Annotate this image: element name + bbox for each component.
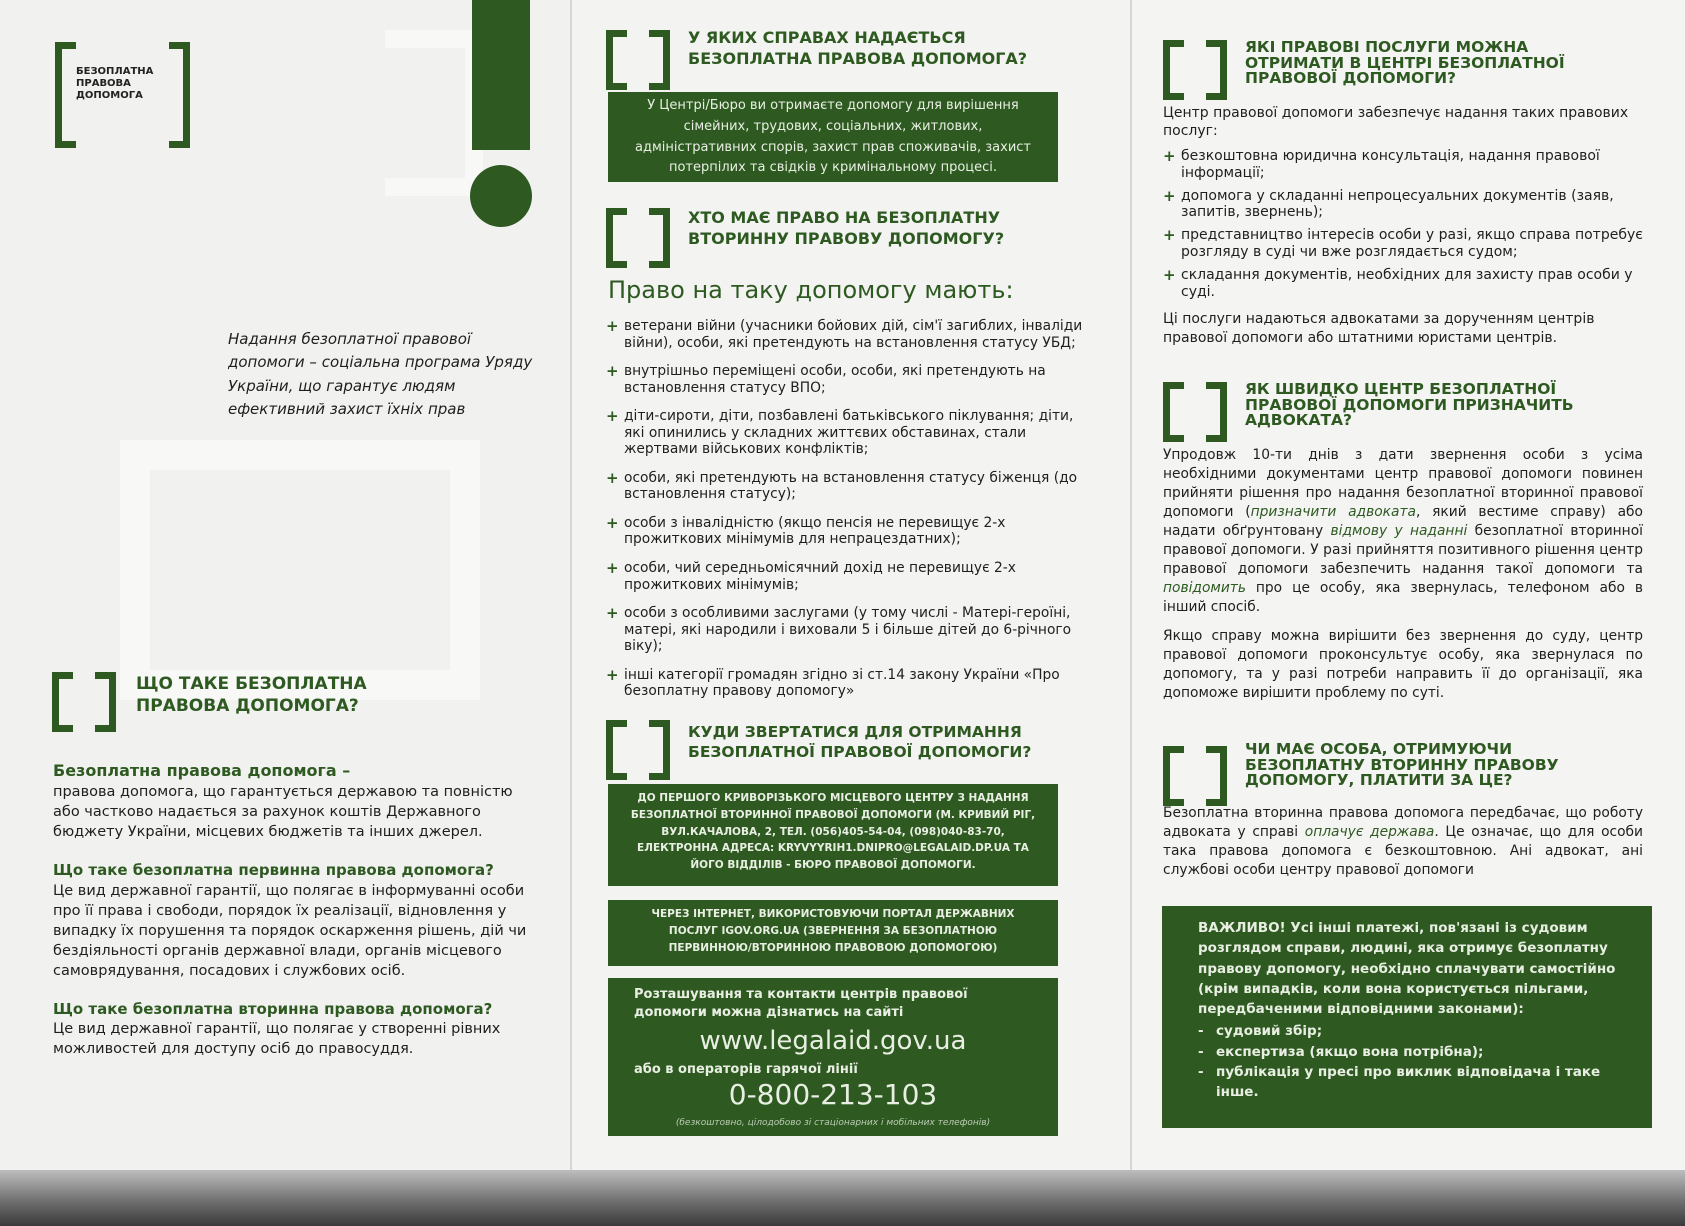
services-list-item: + складання документів, необхідних для захисту прав особи у суді. (1163, 267, 1643, 301)
hotline-note: (безкоштовно, цілодобово зі стаціонарних і мобільних телефонів) (675, 1118, 991, 1128)
pay-heading-line-1: ЧИ МАЄ ОСОБА, ОТРИМУЮЧИ (1245, 740, 1513, 758)
exclamation-dot (470, 165, 532, 227)
primary-aid-question: Що таке безоплатна первинна правова допомога? (53, 861, 494, 880)
pay-body (1163, 804, 1643, 880)
important-item-text: публікація у пресі про виклик відповідача і таке інше. (1216, 1063, 1601, 1100)
where-heading (688, 724, 1031, 761)
who-heading-line-2: ВТОРИННУ ПРАВОВУ ДОПОМОГУ? (688, 228, 1005, 248)
who-list-item: + особи, чий середньомісячний дохід не перевищує 2-х прожиткових мінімумів; (606, 560, 1091, 593)
logo (55, 42, 190, 134)
services-list-item: + представництво інтересів особи у разі, якщо справа потребує розгляду в суді чи вже розглядається судом; (1163, 227, 1643, 261)
section-bracket-cases (606, 30, 670, 76)
important-list-item: - експертиза (якщо вона потрібна); (1198, 1043, 1484, 1060)
cases-heading (688, 30, 1027, 68)
what-is-heading (136, 676, 367, 716)
services-intro: Центр правової допомоги забезпечує надання таких правових послуг: (1163, 105, 1629, 140)
who-list-item: + внутрішньо переміщені особи, особи, які претендують на встановлення статусу ВПО; (606, 363, 1091, 396)
where-box-online: ЧЕРЕЗ ІНТЕРНЕТ, ВИКОРИСТОВУЮЧИ ПОРТАЛ ДЕРЖАВНИХ ПОСЛУГ IGOV.ORG.UA (ЗВЕРНЕННЯ ЗА БЕЗОПЛАТНОЮ ПЕРВИННОЮ/ВТОРИННОЮ ПРАВОВОЮ ДОПОМОГОЮ) (608, 900, 1058, 966)
how-fast-text: безоплатної вторинної правової допомоги. У разі прийняття позитивного рішення центр правової допомоги забезпечить надання такої допомоги та (1163, 523, 1643, 578)
secondary-aid-question: Що таке безоплатна вторинна правова допомога? (53, 999, 493, 1018)
pay-text: Безоплатна вторинна правова допомога передбачає, що роботу адвоката у справі (1163, 805, 1643, 841)
pay-heading-line-3: ДОПОМОГУ, ПЛАТИТИ ЗА ЦЕ? (1245, 771, 1513, 789)
how-fast-heading-line-1: ЯК ШВИДКО ЦЕНТР БЕЗОПЛАТНОЇ (1245, 380, 1557, 398)
ghost-bracket-decor-top (385, 30, 483, 196)
what-is-heading-line-2: ПРАВОВА ДОПОМОГА? (136, 695, 359, 716)
logo-line-2: ПРАВОВА (76, 78, 131, 89)
what-is-heading-line-1: ЩО ТАКЕ БЕЗОПЛАТНА (136, 674, 367, 694)
how-fast-heading (1245, 382, 1574, 429)
services-heading (1245, 40, 1565, 87)
who-list (606, 318, 1091, 712)
how-fast-emphasis: призначити адвоката (1250, 504, 1416, 521)
services-list (1163, 148, 1643, 306)
how-fast-emphasis: повідомить (1163, 580, 1246, 597)
section-bracket-how-fast (1163, 382, 1227, 428)
who-list-item: + діти-сироти, діти, позбавлені батьківського піклування; діти, які опинились у складних життєвих обставинах, стали жертвами військових конфліктів; (606, 408, 1091, 458)
fold-line (570, 0, 572, 1190)
who-list-item: + особи, які претендують на встановлення статусу біженця (до встановлення статусу); (606, 470, 1091, 503)
services-heading-line-2: ОТРИМАТИ В ЦЕНТРІ БЕЗОПЛАТНОЇ (1245, 53, 1565, 72)
primary-aid-answer: Це вид державної гарантії, що полягає в інформуванні особи про її права і свободи, порядок їх реалізації, відновлення у випадку їх порушення та порядок оскарження рішень, дій чи бездіяльності органів державної влади, органів місцевого самоврядування, посадових і службових осіб. (53, 882, 527, 979)
website-link[interactable]: www.legalaid.gov.ua (699, 1026, 967, 1056)
how-fast-text: Упродовж 10-ти днів з дати звернення особи з усіма необхідними документами центр правової допомоги повинен прийняти рішення про надання безоплатної вторинної правової допомоги ( (1163, 447, 1643, 521)
who-list-item: + особи з особливими заслугами (у тому числі - Матері-героїні, матері, які народили і виховали 5 і більше дітей до 6-річного віку); (606, 605, 1091, 655)
who-list-item: + особи з інвалідністю (якщо пенсія не перевищує 2-х прожиткових мінімумів для непрацездатних); (606, 515, 1091, 548)
how-fast-heading-line-2: ПРАВОВОЇ ДОПОМОГИ ПРИЗНАЧИТЬ (1245, 395, 1574, 414)
cases-heading-line-1: У ЯКИХ СПРАВАХ НАДАЄТЬСЯ (688, 28, 966, 47)
who-subtitle: Право на таку допомогу мають: (608, 276, 1014, 304)
logo-text (76, 66, 153, 102)
section-bracket-what-is (52, 672, 116, 718)
how-fast-body (1163, 446, 1643, 713)
cases-heading-line-2: БЕЗОПЛАТНА ПРАВОВА ДОПОМОГА? (688, 48, 1028, 68)
logo-line-3: ДОПОМОГА (76, 90, 143, 101)
logo-line-1: БЕЗОПЛАТНА (76, 66, 154, 77)
how-fast-text: , який вестиме справу) або надати обґрунтовану (1163, 504, 1643, 540)
important-text: Усі інші платежі, пов'язані із судовим розглядом справи, людині, яка отримує безоплатну правову допомогу, необхідно сплачувати самостійно (крім випадків, коли вона користується пільгами, передбаченими відповідними законами): (1198, 920, 1616, 1017)
important-label: ВАЖЛИВО! (1198, 920, 1286, 936)
how-fast-emphasis: відмову у наданні (1330, 523, 1468, 540)
who-heading (688, 210, 1004, 248)
pay-emphasis: оплачує держава (1304, 824, 1435, 841)
what-is-body (53, 760, 543, 1069)
how-fast-paragraph-2: Якщо справу можна вирішити без звернення до суду, центр правової допомоги проконсультує особу, яка звернулася по допомогу, та у разі потреби направить її до організації, яка допоможе вирішити проблему по суті. (1163, 628, 1643, 702)
what-is-lead-term: Безоплатна правова допомога – (53, 761, 351, 780)
cases-box: У Центрі/Бюро ви отримаєте допомогу для вирішення сімейних, трудових, соціальних, житлових, адміністративних спорів, захист прав споживачів, захист потерпілих та свідків у кримінальному процесі. (608, 92, 1058, 182)
who-heading-line-1: ХТО МАЄ ПРАВО НА БЕЗОПЛАТНУ (688, 208, 1001, 227)
important-item-text: експертиза (якщо вона потрібна); (1216, 1043, 1484, 1060)
ghost-bracket-decor (120, 440, 480, 700)
section-bracket-who (606, 208, 670, 254)
where-box-address: ДО ПЕРШОГО КРИВОРІЗЬКОГО МІСЦЕВОГО ЦЕНТРУ З НАДАННЯ БЕЗОПЛАТНОЇ ВТОРИННОЇ ПРАВОВОЇ ДОПОМОГИ (М. КРИВИЙ РІГ, ВУЛ.КАЧАЛОВА, 2, ТЕЛ. (056)405-54-04, (098)040-83-70, ЕЛЕКТРОННА АДРЕСА: KRYVYYRIH1.DNIPRO@LEGALAID.DP.UA ТА ЙОГО ВІДДІЛІВ - БЮРО ПРАВОВОЇ ДОПОМОГИ. (608, 784, 1058, 886)
how-fast-paragraph-1 (1163, 446, 1643, 617)
important-item-text: судовий збір; (1216, 1023, 1323, 1040)
where-heading-line-1: КУДИ ЗВЕРТАТИСЯ ДЛЯ ОТРИМАННЯ (688, 723, 1022, 741)
who-list-item: + інші категорії громадян згідно зі ст.14 закону України «Про безоплатну правову допомогу» (606, 667, 1091, 700)
important-list-item: - публікація у пресі про виклик відповідача і таке інше. (1198, 1063, 1601, 1100)
section-bracket-services (1163, 40, 1227, 86)
hotline-phone[interactable]: 0-800-213-103 (728, 1078, 938, 1111)
services-list-item: + безкоштовна юридична консультація, надання правової інформації; (1163, 148, 1643, 182)
important-box (1162, 906, 1652, 1128)
pay-heading-line-2: БЕЗОПЛАТНУ ВТОРИННУ ПРАВОВУ (1245, 755, 1559, 774)
services-heading-line-1: ЯКІ ПРАВОВІ ПОСЛУГИ МОЖНА (1245, 38, 1529, 56)
how-fast-heading-line-3: АДВОКАТА? (1245, 411, 1353, 429)
cover-slogan: Надання безоплатної правової допомоги – соціальна програма Уряду України, що гарантує людям ефективний захист їхніх прав (228, 330, 533, 418)
section-bracket-pay (1163, 746, 1227, 792)
pay-text: . Це означає, що для особи така правова допомога є безкоштовною. Ані адвокат, ані службові особи центру правової допомоги (1163, 824, 1644, 879)
panel-right (1130, 0, 1685, 1190)
how-fast-text: про це особу, яка звернулась, телефоном або в інший спосіб. (1163, 580, 1643, 616)
section-bracket-where (606, 720, 670, 766)
secondary-aid-answer: Це вид державної гарантії, що полягає у створенні рівних можливостей для доступу осіб до правосуддя. (53, 1021, 501, 1058)
services-outro: Ці послуги надаються адвокатами за дорученням центрів правової допомоги або штатними юристами центрів. (1163, 311, 1595, 346)
services-list-item: + допомога у складанні непроцесуальних документів (заяв, запитів, звернень); (1163, 188, 1643, 222)
contacts-intro: Розташування та контакти центрів правової допомоги можна дізнатись на сайті (634, 987, 968, 1021)
panel-cover (0, 0, 570, 1190)
where-heading-line-2: БЕЗОПЛАТНОЇ ПРАВОВОЇ ДОПОМОГИ? (688, 743, 1032, 762)
important-list (1198, 1021, 1616, 1102)
exclamation-bar (472, 0, 530, 150)
pay-heading (1245, 742, 1559, 789)
services-heading-line-3: ПРАВОВОЇ ДОПОМОГИ? (1245, 69, 1457, 87)
table-edge-shadow (0, 1170, 1685, 1226)
what-is-definition: правова допомога, що гарантується державою та повністю або частково надається за рахунок коштів Державного бюджету України, місцевих бюджетів та інших джерел. (53, 784, 513, 841)
where-box-contacts (608, 978, 1058, 1136)
important-list-item: - судовий збір; (1198, 1023, 1323, 1040)
hotline-intro: або в операторів гарячої лінії (634, 1062, 858, 1077)
fold-line (1130, 0, 1132, 1190)
panel-middle (570, 0, 1130, 1190)
who-list-item: + ветерани війни (учасники бойових дій, сім'ї загиблих, інваліди війни), особи, які претендують на встановлення статусу УБД; (606, 318, 1091, 351)
